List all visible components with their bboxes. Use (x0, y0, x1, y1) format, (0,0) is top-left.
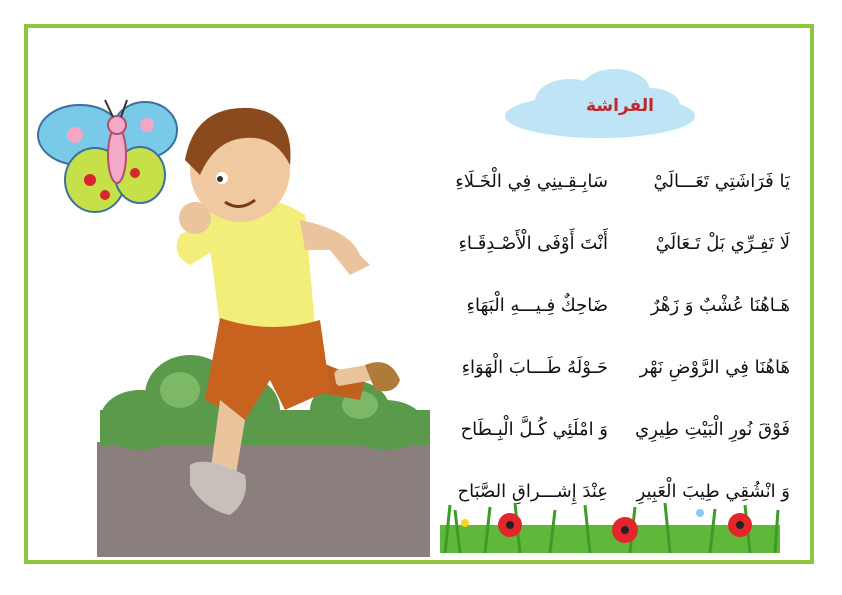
verse-1-first-hemistich: يَا فَرَاشَتِي تَعَـــالَيْ (653, 170, 790, 192)
boy-running-illustration (30, 90, 435, 560)
verse-2-first-hemistich: لَا تَفِـرِّي بَلْ تَـعَالَيْ (655, 232, 790, 254)
verse-2-second-hemistich: أَنْتَ أَوْفَى الْأَصْـدِقَـاءِ (458, 232, 608, 254)
verse-4-first-hemistich: هَاهُنَا فِي الرَّوْضِ نَهْر (639, 356, 790, 378)
verse-1 (438, 150, 790, 212)
right-arm (300, 220, 370, 275)
verse-1-second-hemistich: سَابِـقِـينِي فِي الْخَـلَاءِ (455, 170, 608, 192)
shirt (205, 199, 315, 333)
verse-4-second-hemistich: حَـوْلَهُ طَـــابَ الْهَوَاءِ (461, 356, 608, 378)
verse-5-first-hemistich: فَوْقَ نُورِ الْبَيْتِ طِيرِي (635, 418, 790, 440)
grass-flowers-decoration (440, 495, 780, 553)
verse-3 (438, 274, 790, 336)
verse-4 (438, 336, 790, 398)
poem-title: الفراشة (586, 96, 654, 116)
verse-3-first-hemistich: هَـاهُنَا عُشْبٌ وَ زَهْرٌ (650, 294, 790, 316)
pupil (217, 176, 223, 182)
verse-2 (438, 212, 790, 274)
verse-6-second-hemistich: عِنْدَ إِشـــراقِ الصَّبَاح (457, 480, 608, 502)
verse-5 (438, 398, 790, 460)
road (97, 442, 430, 557)
verse-3-second-hemistich: ضَاحِكٌ فِـيـــهِ الْبَهَاءِ (466, 294, 608, 316)
verse-5-second-hemistich: وَ امْلَئِي كُـلَّ الْبِـطَاح (460, 418, 608, 440)
butterfly-icon (38, 100, 177, 212)
verse-6-first-hemistich: وَ انْشُقِي طِيبَ الْعَبِيرِ (636, 480, 790, 502)
poem-body (438, 150, 790, 522)
